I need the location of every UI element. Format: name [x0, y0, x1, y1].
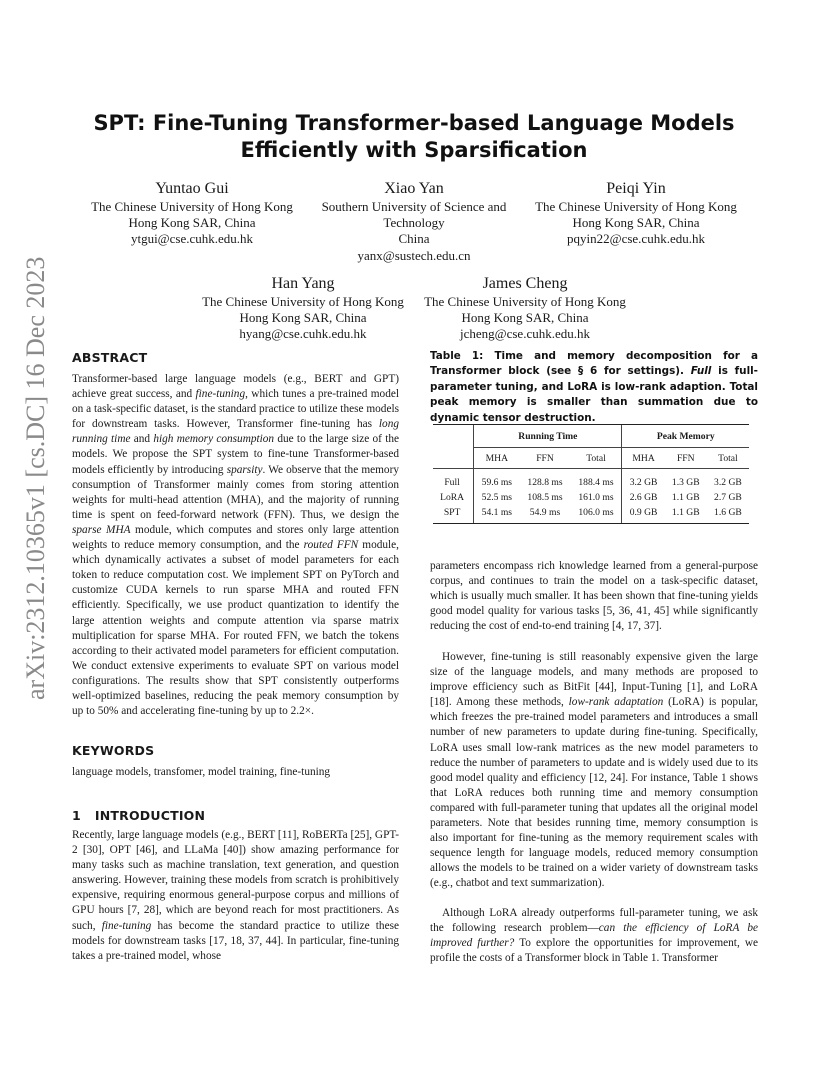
table-cell: 3.2 GB [622, 469, 665, 491]
introduction-heading: 1 INTRODUCTION [72, 808, 206, 823]
keywords-text: language models, transfomer, model training, fine-tuning [72, 766, 331, 778]
author-name: Han Yang [271, 275, 335, 292]
column-header: FFN [520, 448, 571, 469]
author-email: yanx@sustech.edu.cn [357, 247, 471, 263]
group-header-peak-memory: Peak Memory [622, 425, 749, 448]
table-cell: 106.0 ms [570, 505, 622, 524]
author-affiliation: The Chinese University of Hong Kong [91, 199, 293, 214]
introduction-paragraph: Recently, large language models (e.g., BERT [11], RoBERTa [25], GPT-2 [30], OPT [46], and LLaMa [40]) show amazing performance for many tasks such as machine translation, text generation, and question answering. However, training these models from scratch is prohibitively expensive, requiring enormous general-purpose corpus and millions of GPU hours [7, 28], which are beyond reach for most practitioners. As such, fine-tuning has become the standard practice to utilize these models for downstream tasks [17, 18, 37, 44]. In particular, fine-tuning takes a pre-trained model, whose [72, 829, 399, 962]
author-block [419, 273, 631, 343]
author-block [308, 178, 520, 264]
table-row [433, 469, 749, 491]
table-cell: 1.3 GB [665, 469, 707, 491]
author-name: James Cheng [482, 275, 568, 292]
arxiv-identifier: arXiv:2312.10365v1 [cs.DC] 16 Dec 2023 [21, 256, 50, 700]
column-header: MHA [622, 448, 665, 469]
table-cell: 108.5 ms [527, 492, 563, 503]
table-cell: 54.1 ms [474, 505, 520, 524]
table-cell: 188.4 ms [570, 469, 622, 491]
author-affiliation: The Chinese University of Hong Kong [535, 199, 737, 214]
table-column-header-row [433, 448, 749, 469]
table-cell: 1.6 GB [707, 505, 749, 524]
author-block [530, 178, 742, 248]
author-location: Hong Kong SAR, China [239, 310, 367, 326]
time-memory-table [433, 424, 749, 524]
column-header: FFN [665, 448, 707, 469]
table-cell: 2.7 GB [714, 492, 742, 503]
author-location: Hong Kong SAR, China [461, 310, 589, 326]
table-cell: 59.6 ms [474, 469, 520, 491]
table-group-header-row [433, 425, 749, 448]
paper-title: SPT: Fine-Tuning Transformer-based Language Models Efficiently with Sparsification [93, 111, 735, 162]
author-email: pqyin22@cse.cuhk.edu.hk [567, 231, 705, 247]
column-header: Total [570, 448, 622, 469]
column-header: MHA [474, 448, 520, 469]
author-block [197, 273, 409, 343]
column-header: Total [707, 448, 749, 469]
table-cell: 128.8 ms [520, 469, 571, 491]
author-name: Peiqi Yin [606, 180, 666, 197]
introduction-paragraph: Although LoRA already outperforms full-parameter tuning, we ask the following research problem—can the efficiency of LoRA be improved further? To explore the opportunities for improvement, we profile the costs of a Transformer block in Table 1. Transformer [430, 907, 758, 965]
abstract-heading: ABSTRACT [72, 350, 148, 365]
table-caption: Table 1: Time and memory decomposition for a Transformer block (see § 6 for settings). Full is full-parameter tuning, and LoRA is low-rank adaption. Total peak memory is smaller than summation due to dynamic tensor destruction. [430, 350, 758, 424]
table-cell: 52.5 ms [474, 490, 520, 505]
table-row [433, 490, 749, 505]
row-label: Full [433, 469, 474, 491]
author-location: Hong Kong SAR, China [128, 215, 256, 231]
table-cell: 0.9 GB [622, 505, 665, 524]
table-row [433, 505, 749, 524]
table-cell: 54.9 ms [520, 505, 571, 524]
author-affiliation: Southern University of Science and [321, 199, 507, 214]
introduction-paragraph-continued: parameters encompass rich knowledge learned from a general-purpose corpus, and continues to train the model on a task-specific dataset, which is usually much smaller. It has been shown that fine-tuning yields good model quality for various tasks [5, 36, 41, 45] while significantly reducing the cost of end-to-end training [4, 17, 37]. [430, 560, 758, 633]
author-affiliation: The Chinese University of Hong Kong [424, 294, 626, 309]
row-label: LoRA [440, 492, 465, 503]
table-cell: 2.6 GB [622, 490, 665, 505]
introduction-paragraph: However, fine-tuning is still reasonably expensive given the large size of the language models, and many methods are proposed to improve efficiency such as BitFit [44], Input-Tuning [1], and LoRA [18]. Among these methods, low-rank adaptation (LoRA) is popular, which freezes the pre-trained model parameters and introduces a small number of new parameters to update during fine-tuning. Specifically, LoRA uses small low-rank matrices as the new model parameters to reduce the number of parameters to update and is widely used due to its good model quality and efficiency [12, 24]. For instance, Table 1 shows that LoRA reduces both running time and memory consumption compared with full-parameter tuning that updates all the original model parameters. Note that besides running time, memory consumption is also important for fine-tuning as the memory requirement scales with sequence length for language models, reduced memory consumption allows the models to be trained on a wider variety of downstream tasks (e.g., chatbot and text summarization). [430, 651, 759, 890]
row-label: SPT [433, 505, 474, 524]
abstract-text: Transformer-based large language models (e.g., BERT and GPT) achieve great success, and fine-tuning, which tunes a pre-trained model on a task-specific dataset, is the standard practice to utilize these models for downstream tasks. However, Transformer fine-tuning has long running time and high memory consumption due to the large size of the models. We propose the SPT system to fine-tune Transformer-based models efficiently by introducing sparsity. We observe that the memory consumption of Transformer mainly comes from storing attention weights for multi-head attention (MHA), and the majority of running time is spent on feed-forward network (FFN). Thus, we design the sparse MHA module, which computes and stores only large attention weights to reduce memory consumption, and the routed FFN module, which dynamically activates a subset of model parameters for each token to reduce computation cost. We implement SPT on PyTorch and customize CUDA kernels to run sparse MHA and routed FFN efficiently. Specifically, we use product quantization to identify the large attention weights and compute attention via sparse matrix multiplication for sparse MHA. For routed FFN, we batch the tokens according to their activated model parameters for efficient computation. We conduct extensive experiments to evaluate SPT on various model configurations. The results show that SPT consistently outperforms well-optimized baselines, reducing the peak memory consumption by up to 50% and accelerating fine-tuning by up to 2.2×. [72, 373, 399, 718]
table-cell: 161.0 ms [578, 492, 614, 503]
author-email: jcheng@cse.cuhk.edu.hk [459, 326, 590, 342]
table-cell: 3.2 GB [707, 469, 749, 491]
author-email: hyang@cse.cuhk.edu.hk [239, 326, 367, 342]
keywords-heading: KEYWORDS [72, 743, 155, 758]
author-location: Hong Kong SAR, China [572, 215, 700, 231]
author-name: Xiao Yan [384, 180, 444, 197]
author-affiliation: Technology [383, 215, 445, 231]
author-affiliation: The Chinese University of Hong Kong [202, 294, 404, 309]
author-name: Yuntao Gui [155, 180, 229, 197]
author-block [86, 178, 298, 248]
author-email: ytgui@cse.cuhk.edu.hk [130, 231, 254, 247]
table-cell: 1.1 GB [671, 492, 700, 503]
group-header-running-time: Running Time [474, 425, 622, 448]
table-cell: 1.1 GB [665, 505, 707, 524]
author-location: China [398, 231, 430, 247]
